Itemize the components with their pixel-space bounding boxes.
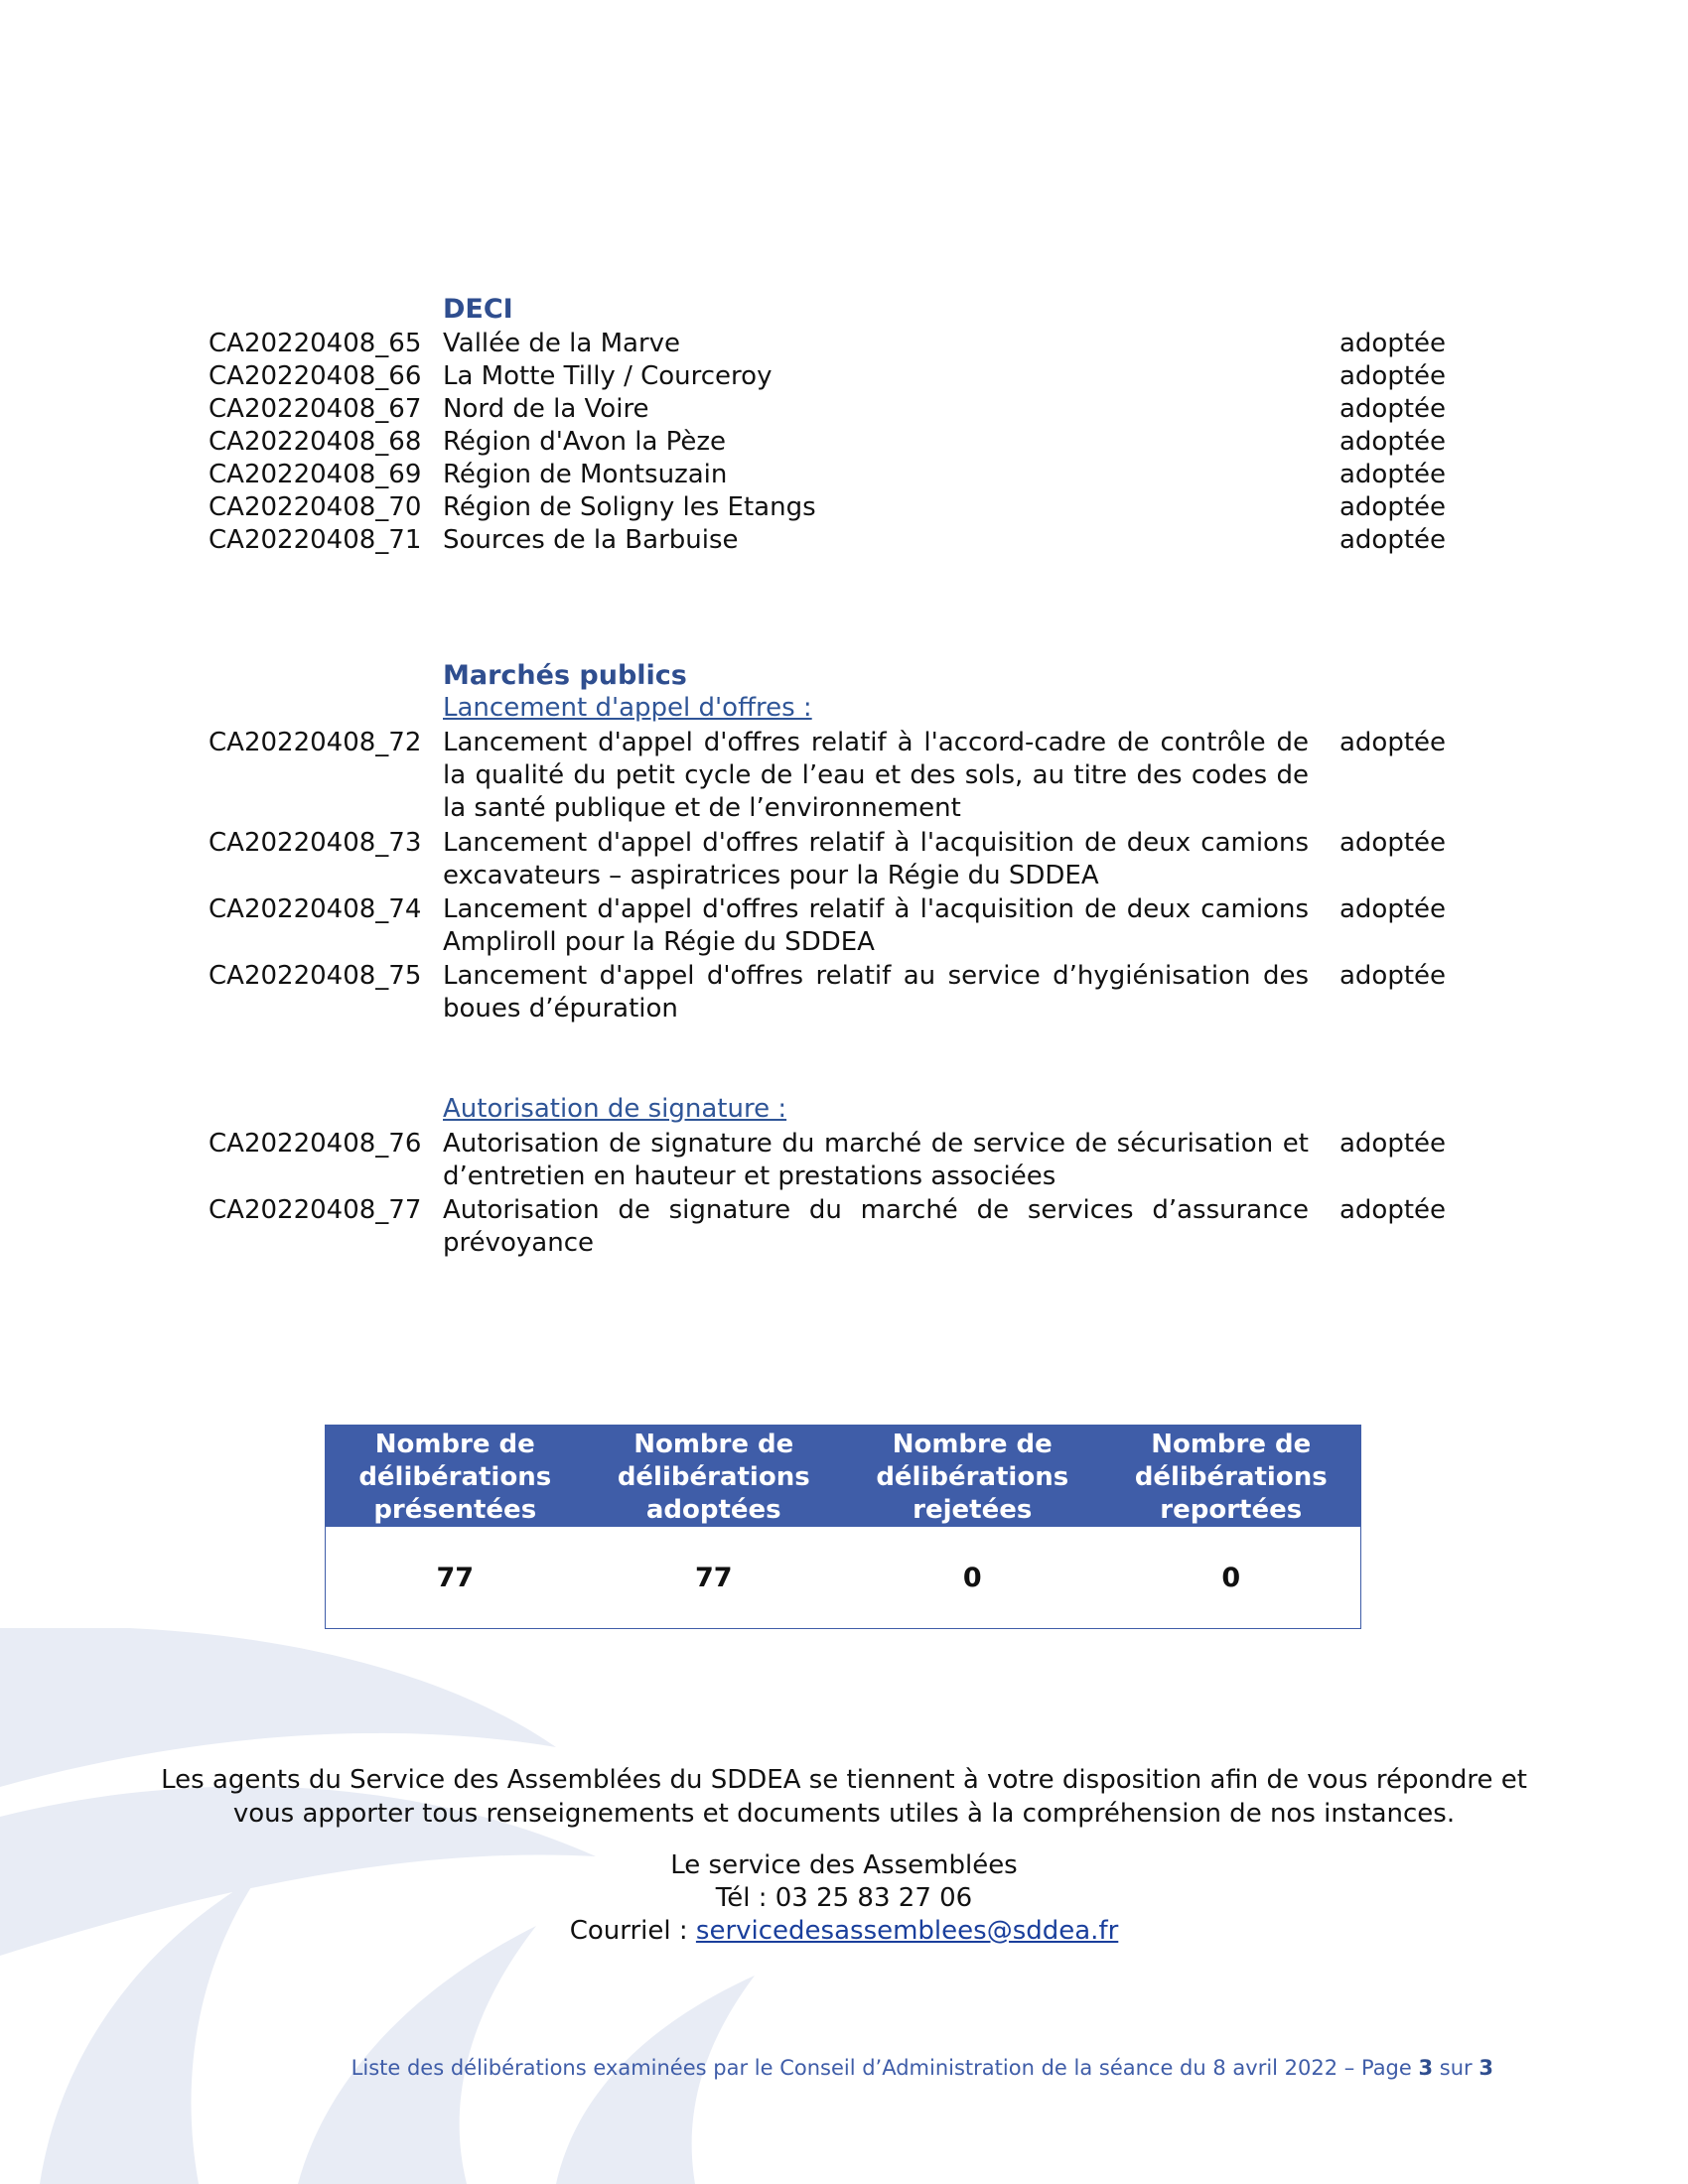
email-link[interactable]: servicedesassemblees@sddea.fr [695, 1916, 1119, 1946]
deliberation-code: CA20220408_77 [209, 1195, 422, 1225]
deliberation-status: adoptée [1339, 1195, 1447, 1225]
service-name: Le service des Assemblées [670, 1850, 1018, 1880]
summary-value-presentees: 77 [436, 1562, 475, 1593]
closing-paragraph-line-1: Les agents du Service des Assemblées du SDDEA se tiennent à votre disposition afin de vous répondre et [161, 1765, 1527, 1795]
deliberation-code: CA20220408_72 [209, 728, 422, 757]
deliberation-status: adoptée [1339, 1129, 1447, 1159]
deliberation-status: adoptée [1339, 361, 1447, 391]
deliberation-status: adoptée [1339, 394, 1447, 424]
summary-header-adoptees: Nombre de délibérations adoptées [617, 1430, 810, 1525]
deliberation-code: CA20220408_75 [209, 961, 422, 991]
deliberation-code: CA20220408_71 [209, 525, 422, 555]
deliberation-status: adoptée [1339, 525, 1447, 555]
page-footer [352, 2056, 1493, 2080]
deliberation-status: adoptée [1339, 961, 1447, 991]
deliberation-status: adoptée [1339, 329, 1447, 358]
summary-values-row [326, 1527, 1360, 1628]
subheading-autorisation: Autorisation de signature : [443, 1094, 787, 1124]
deliberation-label: Nord de la Voire [443, 394, 649, 424]
deliberation-label: Lancement d'appel d'offres relatif au service d’hygiénisation des boues d’épuration [443, 961, 1309, 1024]
deliberation-code: CA20220408_70 [209, 492, 422, 522]
closing-paragraph-line-2: vous apporter tous renseignements et documents utiles à la compréhension de nos instances. [232, 1799, 1456, 1829]
deliberation-label: Région de Montsuzain [443, 460, 728, 489]
deliberation-label: Autorisation de signature du marché de services d’assurance prévoyance [443, 1195, 1309, 1258]
summary-value-reportees: 0 [1221, 1562, 1241, 1593]
deliberation-code: CA20220408_67 [209, 394, 422, 424]
deliberation-code: CA20220408_68 [209, 427, 422, 457]
deliberation-label: Lancement d'appel d'offres relatif à l'acquisition de deux camions excavateurs – aspiratrices pour la Régie du SDDEA [443, 828, 1309, 890]
footer-page-number: 3 [1418, 2056, 1434, 2080]
section-title-deci: DECI [443, 294, 513, 325]
summary-table [325, 1425, 1361, 1629]
footer-sur: sur [1433, 2056, 1479, 2080]
footer-text: Liste des délibérations examinées par le Conseil d’Administration de la séance du 8 avril 2022 – Page [351, 2056, 1419, 2080]
deliberation-status: adoptée [1339, 894, 1447, 924]
deliberation-status: adoptée [1339, 828, 1447, 858]
section-title-marches-publics: Marchés publics [443, 660, 687, 691]
deliberation-label: Autorisation de signature du marché de service de sécurisation et d’entretien en hauteur et prestations associées [443, 1129, 1309, 1191]
deliberation-code: CA20220408_69 [209, 460, 422, 489]
summary-value-rejetees: 0 [962, 1562, 982, 1593]
deliberation-label: Vallée de la Marve [443, 329, 681, 358]
courriel-label: Courriel : [569, 1916, 696, 1946]
deliberation-label: Lancement d'appel d'offres relatif à l'acquisition de deux camions Ampliroll pour la Régie du SDDEA [443, 894, 1309, 957]
summary-header-reportees: Nombre de délibérations reportées [1134, 1430, 1328, 1525]
deliberation-code: CA20220408_65 [209, 329, 422, 358]
footer-total-pages: 3 [1478, 2056, 1493, 2080]
deliberation-label: Région de Soligny les Etangs [443, 492, 816, 522]
deliberation-label: Région d'Avon la Pèze [443, 427, 727, 457]
service-email-line [0, 1914, 1688, 1948]
summary-header-row [326, 1426, 1360, 1527]
deliberation-status: adoptée [1339, 492, 1447, 522]
deliberation-label: Sources de la Barbuise [443, 525, 739, 555]
deliberation-code: CA20220408_73 [209, 828, 422, 858]
deliberation-code: CA20220408_76 [209, 1129, 422, 1159]
deliberation-code: CA20220408_74 [209, 894, 422, 924]
deliberation-status: adoptée [1339, 728, 1447, 757]
summary-value-adoptees: 77 [694, 1562, 733, 1593]
deliberation-status: adoptée [1339, 427, 1447, 457]
service-phone: Tél : 03 25 83 27 06 [715, 1883, 973, 1913]
deliberation-status: adoptée [1339, 460, 1447, 489]
summary-header-rejetees: Nombre de délibérations rejetées [876, 1430, 1069, 1525]
summary-header-presentees: Nombre de délibérations présentées [358, 1430, 552, 1525]
deliberation-code: CA20220408_66 [209, 361, 422, 391]
subheading-lancement: Lancement d'appel d'offres : [443, 693, 812, 723]
deliberation-label: La Motte Tilly / Courceroy [443, 361, 773, 391]
deliberation-label: Lancement d'appel d'offres relatif à l'accord-cadre de contrôle de la qualité du petit cycle de l’eau et des sols, au titre des codes de la santé publique et de l’environnement [443, 728, 1309, 823]
